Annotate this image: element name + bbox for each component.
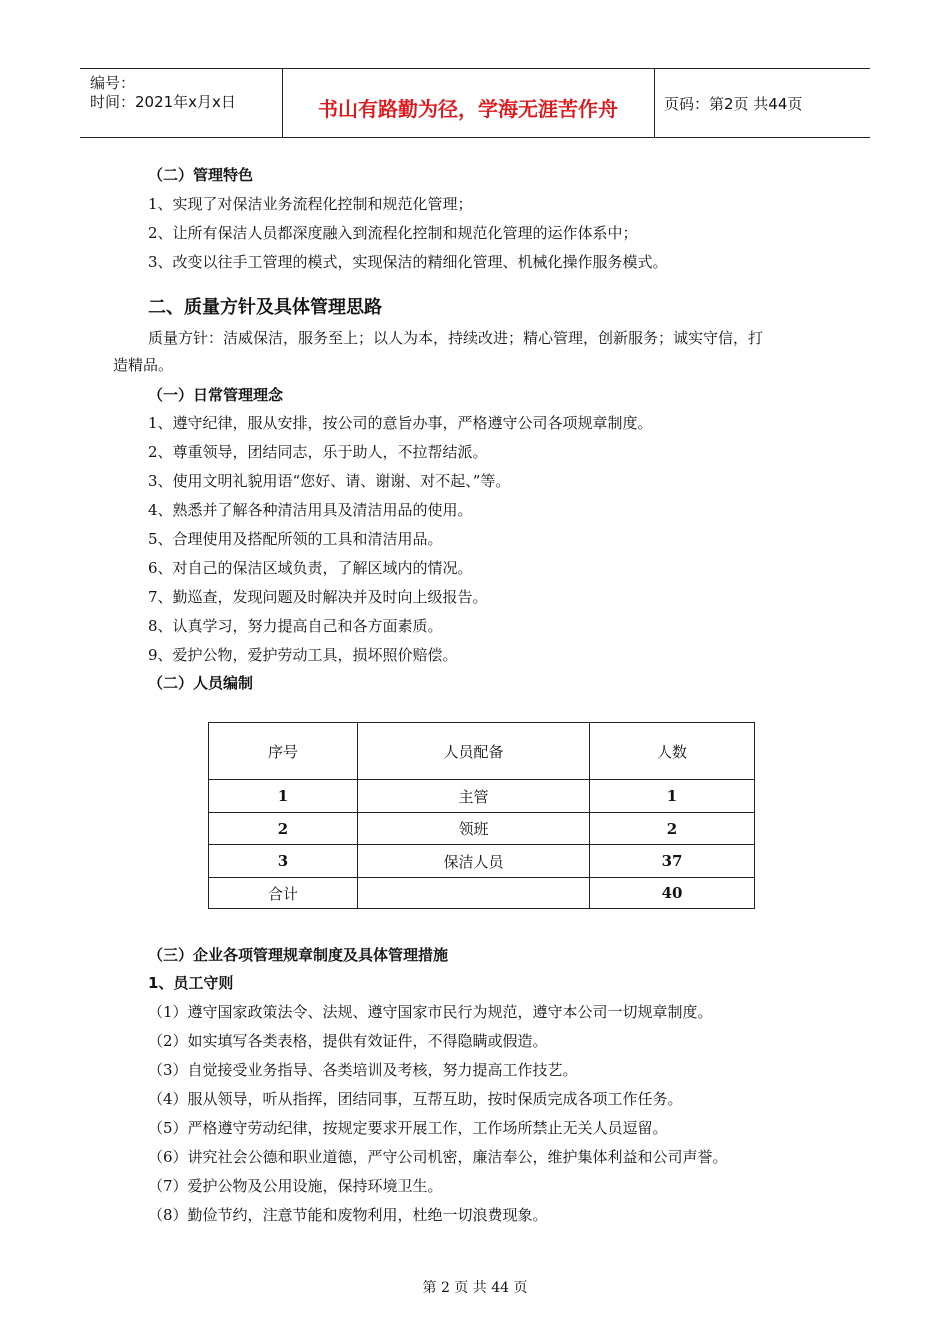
list-item: 3、改变以往手工管理的模式，实现保洁的精细化管理、机械化操作服务模式。 — [148, 253, 668, 271]
staffing-table — [208, 722, 755, 909]
table-cell: 1 — [666, 787, 678, 805]
header-page-cell — [654, 69, 870, 137]
table-cell: 2 — [666, 819, 678, 838]
table-cell: 领班 — [358, 813, 590, 844]
time-label: 时间：2021年x月x日 — [90, 93, 236, 111]
list-item: 4、熟悉并了解各种清洁用具及清洁用品的使用。 — [148, 501, 473, 519]
list-item: （4）服从领导，听从指挥，团结同事，互帮互助，按时保质完成各项工作任务。 — [148, 1090, 683, 1108]
list-item: 2、尊重领导，团结同志，乐于助人，不拉帮结派。 — [148, 443, 488, 461]
table-cell: 40 — [661, 884, 683, 902]
number-label: 编号： — [90, 74, 136, 92]
table-cell: 2 — [209, 813, 358, 844]
table-cell: 1 — [209, 780, 358, 812]
header-left-cell — [80, 69, 283, 137]
table-header-cell: 人数 — [656, 742, 687, 761]
list-item: 7、勤巡查，发现问题及时解决并及时向上级报告。 — [148, 588, 488, 606]
table-total-row — [209, 878, 754, 908]
table-cell — [358, 878, 590, 908]
list-item: 6、对自己的保洁区域负责，了解区域内的情况。 — [148, 559, 473, 577]
mgmt-features-title: （二）管理特色 — [148, 166, 254, 184]
page-footer: 第 2 页 共 44 页 — [422, 1280, 528, 1296]
motto-text: 书山有路勤为径，学海无涯苦作舟 — [318, 97, 618, 121]
list-item: 1、实现了对保洁业务流程化控制和规范化管理； — [148, 195, 473, 213]
page-info: 页码：第2页 共44页 — [664, 95, 803, 113]
list-item: （2）如实填写各类表格，提供有效证件，不得隐瞒或假造。 — [148, 1032, 548, 1050]
rules-title: （三）企业各项管理规章制度及具体管理措施 — [148, 946, 449, 964]
quality-policy-line1: 质量方针：洁威保洁，服务至上；以人为本，持续改进；精心管理，创新服务；诚实守信，打 — [148, 329, 764, 347]
staffing-title: （二）人员编制 — [148, 674, 254, 692]
list-item: 5、合理使用及搭配所领的工具和清洁用品。 — [148, 530, 443, 548]
list-item: （3）自觉接受业务指导、各类培训及考核，努力提高工作技艺。 — [148, 1061, 578, 1079]
list-item: 1、遵守纪律，服从安排，按公司的意旨办事，严格遵守公司各项规章制度。 — [148, 414, 653, 432]
list-item: （8）勤俭节约，注意节能和废物利用，杜绝一切浪费现象。 — [148, 1206, 548, 1224]
list-item: （7）爱护公物及公用设施，保持环境卫生。 — [148, 1177, 443, 1195]
table-cell: 保洁人员 — [358, 845, 590, 877]
quality-policy-line2: 造精品。 — [113, 356, 174, 374]
daily-title: （一）日常管理理念 — [148, 386, 284, 404]
list-item: 9、爱护公物，爱护劳动工具，损坏照价赔偿。 — [148, 646, 458, 664]
header-motto-cell — [282, 69, 655, 137]
list-item: （6）讲究社会公德和职业道德，严守公司机密，廉洁奉公，维护集体利益和公司声誉。 — [148, 1148, 728, 1166]
list-item: （5）严格遵守劳动纪律，按规定要求开展工作，工作场所禁止无关人员逗留。 — [148, 1119, 668, 1137]
list-item: 2、让所有保洁人员都深度融入到流程化控制和规范化管理的运作体系中； — [148, 224, 638, 242]
page-header — [80, 68, 870, 138]
table-row — [209, 813, 754, 845]
code-title: 1、员工守则 — [148, 974, 234, 992]
table-row — [209, 845, 754, 878]
quality-title: 二、质量方针及具体管理思路 — [148, 297, 382, 318]
table-header-cell: 人员配备 — [358, 723, 590, 779]
table-cell: 3 — [209, 845, 358, 877]
table-cell: 合计 — [209, 878, 358, 908]
list-item: 3、使用文明礼貌用语“您好、请、谢谢、对不起、”等。 — [148, 472, 511, 490]
table-header-cell: 序号 — [209, 723, 358, 779]
table-header-row — [209, 723, 754, 780]
table-row — [209, 780, 754, 813]
list-item: （1）遵守国家政策法令、法规、遵守国家市民行为规范，遵守本公司一切规章制度。 — [148, 1003, 713, 1021]
list-item: 8、认真学习，努力提高自己和各方面素质。 — [148, 617, 443, 635]
table-cell: 主管 — [358, 780, 590, 812]
table-cell: 37 — [661, 852, 683, 870]
